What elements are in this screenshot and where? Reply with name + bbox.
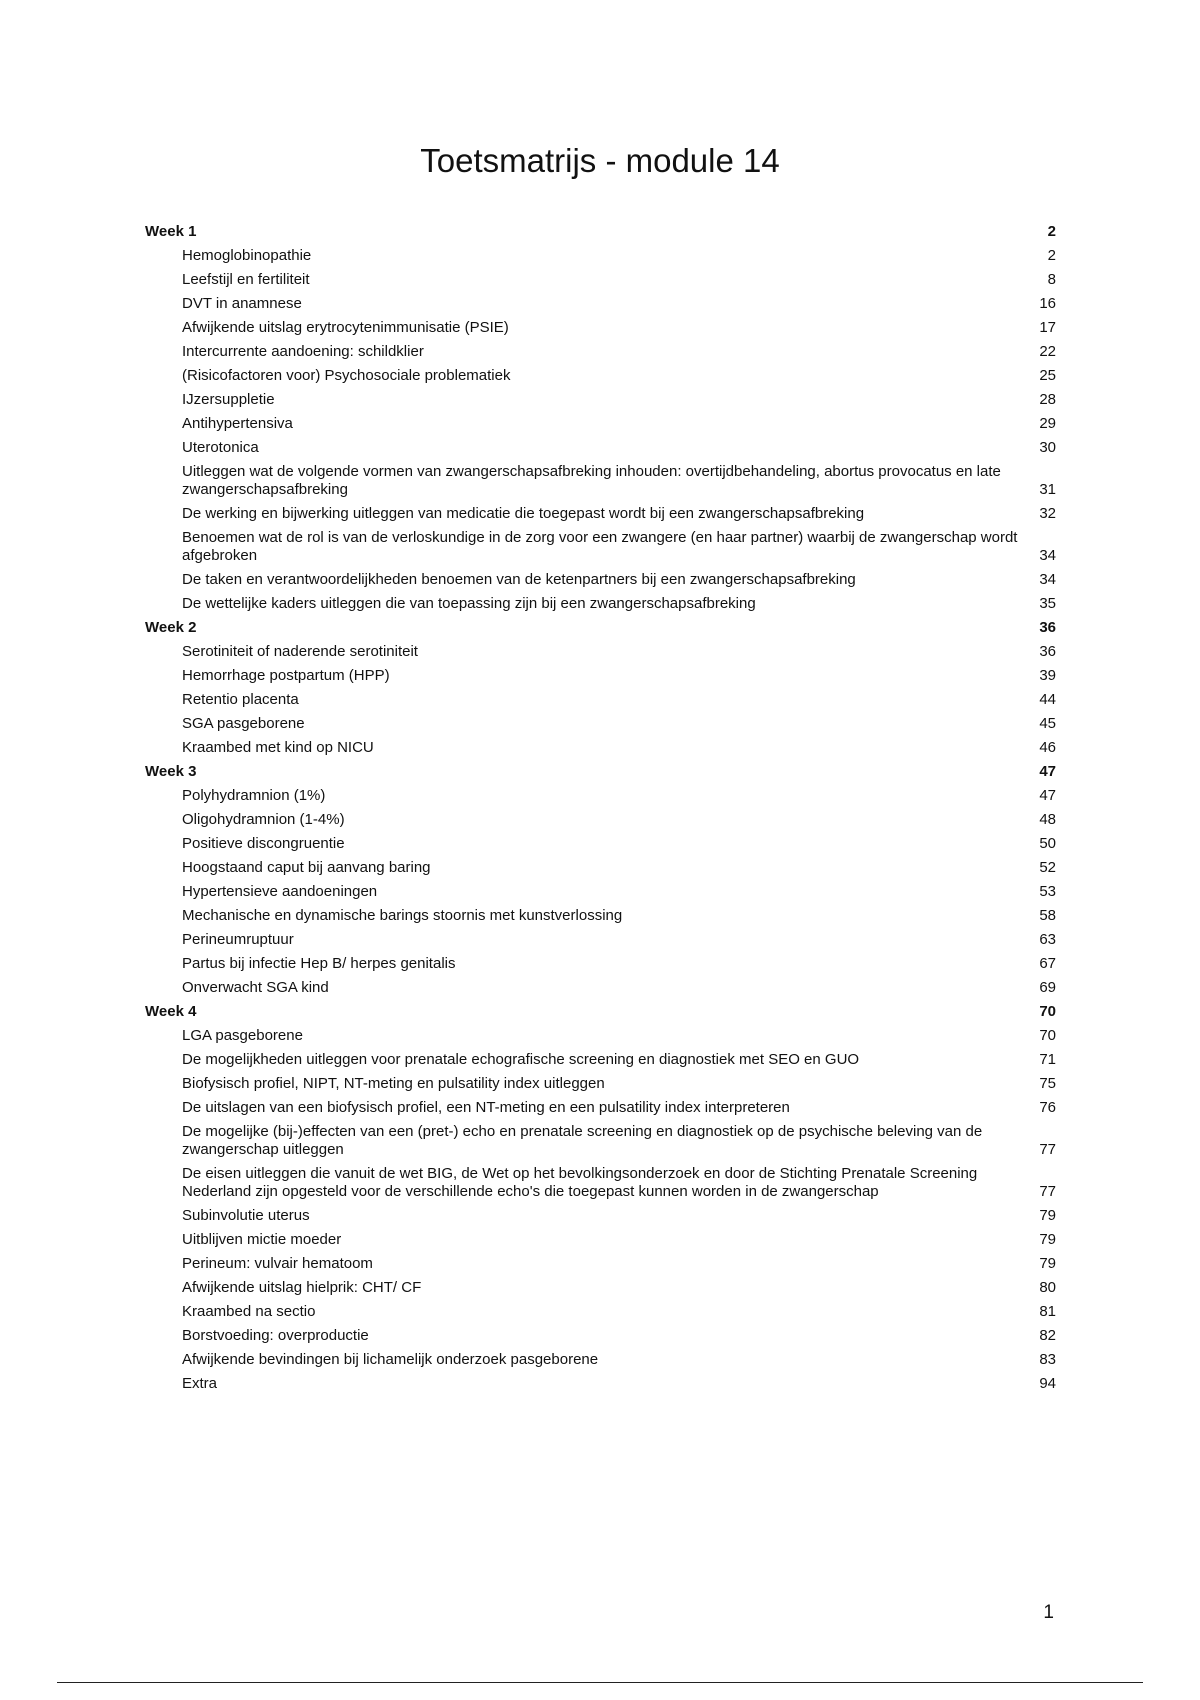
toc-entry-page: 36 — [1039, 643, 1056, 660]
toc-entry-label: DVT in anamnese — [182, 295, 302, 312]
toc-entry-page: 39 — [1039, 667, 1056, 684]
toc-entry-page: 79 — [1039, 1231, 1056, 1248]
toc-entry-label: De wettelijke kaders uitleggen die van toepassing zijn bij een zwangerschapsafbreking — [182, 595, 756, 612]
toc-entry-page: 34 — [1039, 571, 1056, 588]
toc-entry-page: 82 — [1039, 1327, 1056, 1344]
toc-entry-label: Uterotonica — [182, 439, 259, 456]
toc-section — [145, 760, 1056, 1000]
toc-entry-page: 30 — [1039, 439, 1056, 456]
toc-entry-page: 76 — [1039, 1099, 1056, 1116]
toc-week-heading[interactable] — [145, 220, 1056, 244]
toc-entry-page: 83 — [1039, 1351, 1056, 1368]
toc-entry[interactable] — [145, 1024, 1056, 1048]
toc-entry-page: 63 — [1039, 931, 1056, 948]
toc-week-heading[interactable] — [145, 1000, 1056, 1024]
toc-entry-page: 31 — [1039, 481, 1056, 498]
toc-entry-page: 58 — [1039, 907, 1056, 924]
toc-entry[interactable] — [145, 880, 1056, 904]
toc-entry-label: Hemoglobinopathie — [182, 247, 312, 264]
toc-entry[interactable] — [145, 1252, 1056, 1276]
toc-entry-label: Uitleggen wat de volgende vormen van zwangerschapsafbreking inhouden: overtijdbehandeling, abortus provocatus en late zwangerschapsafbreking — [182, 463, 1001, 498]
toc-entry[interactable] — [145, 364, 1056, 388]
toc-entry[interactable] — [145, 736, 1056, 760]
toc-entry[interactable] — [145, 388, 1056, 412]
toc-entry-label: Kraambed met kind op NICU — [182, 739, 374, 756]
toc-entry-label: Extra — [182, 1375, 218, 1392]
toc-entry[interactable] — [145, 856, 1056, 880]
toc-entry-page: 79 — [1039, 1255, 1056, 1272]
toc-entry-label: Serotiniteit of naderende serotiniteit — [182, 643, 418, 660]
toc-week-heading[interactable] — [145, 760, 1056, 784]
toc-entry-page: 94 — [1039, 1375, 1056, 1392]
toc-entry[interactable] — [145, 502, 1056, 526]
toc-entry-label: Subinvolutie uterus — [182, 1207, 310, 1224]
toc-entry-page: 25 — [1039, 367, 1056, 384]
toc-entry-label: De werking en bijwerking uitleggen van medicatie die toegepast wordt bij een zwangerschapsafbreking — [182, 505, 865, 522]
toc-entry-page: 28 — [1039, 391, 1056, 408]
toc-entry[interactable] — [145, 568, 1056, 592]
toc-entry-label: Onverwacht SGA kind — [182, 979, 329, 996]
toc-entry-label: Hypertensieve aandoeningen — [182, 883, 378, 900]
toc-entry-page: 52 — [1039, 859, 1056, 876]
toc-entry-label: Positieve discongruentie — [182, 835, 345, 852]
toc-week-page: 47 — [1039, 763, 1056, 780]
toc-entry[interactable] — [145, 340, 1056, 364]
toc-entry-label: Afwijkende uitslag erytrocytenimmunisatie (PSIE) — [182, 319, 509, 336]
toc-entry-page: 8 — [1047, 271, 1056, 288]
toc-entry-page: 50 — [1039, 835, 1056, 852]
toc-entry-page: 79 — [1039, 1207, 1056, 1224]
toc-entry[interactable] — [145, 292, 1056, 316]
toc-week-page: 36 — [1039, 619, 1056, 636]
toc-entry[interactable] — [145, 268, 1056, 292]
toc-entry-page: 47 — [1039, 787, 1056, 804]
toc-entry-page: 77 — [1039, 1183, 1056, 1200]
toc-entry-page: 46 — [1039, 739, 1056, 756]
table-of-contents — [145, 220, 1056, 1396]
toc-entry[interactable] — [145, 436, 1056, 460]
toc-entry[interactable] — [145, 1072, 1056, 1096]
toc-entry-label: Afwijkende bevindingen bij lichamelijk onderzoek pasgeborene — [182, 1351, 599, 1368]
toc-entry-page: 77 — [1039, 1141, 1056, 1158]
toc-entry[interactable] — [145, 1276, 1056, 1300]
toc-entry[interactable] — [145, 1300, 1056, 1324]
toc-week-label: Week 2 — [145, 619, 197, 636]
toc-entry-label: LGA pasgeborene — [182, 1027, 303, 1044]
toc-entry[interactable] — [145, 808, 1056, 832]
toc-section — [145, 1000, 1056, 1396]
toc-entry[interactable] — [145, 1348, 1056, 1372]
toc-week-label: Week 3 — [145, 763, 197, 780]
page-title: Toetsmatrijs - module 14 — [420, 142, 780, 179]
footer-divider — [57, 1682, 1143, 1683]
toc-entry-label: Afwijkende uitslag hielprik: CHT/ CF — [182, 1279, 422, 1296]
toc-entry-label: Hoogstaand caput bij aanvang baring — [182, 859, 431, 876]
toc-entry[interactable] — [145, 1204, 1056, 1228]
toc-entry[interactable] — [145, 1324, 1056, 1348]
toc-entry-page: 80 — [1039, 1279, 1056, 1296]
toc-entry[interactable] — [145, 526, 1056, 568]
toc-entry[interactable] — [145, 640, 1056, 664]
toc-entry[interactable] — [145, 244, 1056, 268]
toc-entry-label: Kraambed na sectio — [182, 1303, 316, 1320]
toc-entry-page: 2 — [1047, 247, 1056, 264]
toc-entry-page: 81 — [1039, 1303, 1056, 1320]
toc-entry-page: 70 — [1039, 1027, 1056, 1044]
toc-entry[interactable] — [145, 460, 1056, 502]
toc-entry-label: Biofysisch profiel, NIPT, NT-meting en pulsatility index uitleggen — [182, 1075, 605, 1092]
toc-entry-label: (Risicofactoren voor) Psychosociale problematiek — [182, 367, 511, 384]
toc-entry[interactable] — [145, 1162, 1056, 1204]
toc-entry[interactable] — [145, 664, 1056, 688]
toc-entry-label: Perineumruptuur — [182, 931, 294, 948]
toc-week-label: Week 4 — [145, 1003, 197, 1020]
toc-entry[interactable] — [145, 412, 1056, 436]
toc-entry[interactable] — [145, 832, 1056, 856]
toc-entry-page: 16 — [1039, 295, 1056, 312]
toc-entry-page: 48 — [1039, 811, 1056, 828]
toc-entry-page: 45 — [1039, 715, 1056, 732]
toc-entry-page: 17 — [1039, 319, 1056, 336]
toc-entry-page: 53 — [1039, 883, 1056, 900]
toc-entry[interactable] — [145, 688, 1056, 712]
toc-entry-label: Antihypertensiva — [182, 415, 293, 432]
toc-entry-label: Partus bij infectie Hep B/ herpes genitalis — [182, 955, 456, 972]
toc-entry-page: 22 — [1039, 343, 1056, 360]
toc-week-page: 2 — [1047, 223, 1056, 240]
toc-entry[interactable] — [145, 784, 1056, 808]
toc-entry-label: Retentio placenta — [182, 691, 299, 708]
toc-entry-label: Hemorrhage postpartum (HPP) — [182, 667, 390, 684]
toc-entry-label: De mogelijkheden uitleggen voor prenatale echografische screening en diagnostiek met SEO en GUO — [182, 1051, 860, 1068]
toc-entry-label: Polyhydramnion (1%) — [182, 787, 326, 804]
toc-entry-page: 71 — [1039, 1051, 1056, 1068]
toc-entry-page: 35 — [1039, 595, 1056, 612]
toc-entry-page: 75 — [1039, 1075, 1056, 1092]
toc-entry-label: Borstvoeding: overproductie — [182, 1327, 369, 1344]
toc-entry-label: De eisen uitleggen die vanuit de wet BIG, de Wet op het bevolkingsonderzoek en door de Stichting Prenatale Screening Nederland zijn opgesteld voor de verschillende echo's die toegepast kunnen worden in de zwangerschap — [182, 1165, 978, 1200]
page-number: 1 — [1043, 1602, 1054, 1623]
toc-entry-label: De uitslagen van een biofysisch profiel, een NT-meting en een pulsatility index interpreteren — [182, 1099, 790, 1116]
toc-week-page: 70 — [1039, 1003, 1056, 1020]
toc-entry[interactable] — [145, 712, 1056, 736]
toc-entry[interactable] — [145, 976, 1056, 1000]
toc-entry-label: Leefstijl en fertiliteit — [182, 271, 310, 288]
toc-entry[interactable] — [145, 904, 1056, 928]
toc-entry-label: Perineum: vulvair hematoom — [182, 1255, 373, 1272]
toc-week-heading[interactable] — [145, 616, 1056, 640]
toc-entry-label: IJzersuppletie — [182, 391, 275, 408]
toc-entry[interactable] — [145, 928, 1056, 952]
toc-entry-label: SGA pasgeborene — [182, 715, 305, 732]
toc-entry[interactable] — [145, 952, 1056, 976]
toc-section — [145, 220, 1056, 616]
toc-entry[interactable] — [145, 1228, 1056, 1252]
toc-entry-page: 69 — [1039, 979, 1056, 996]
toc-entry-page: 34 — [1039, 547, 1056, 564]
toc-entry-page: 32 — [1039, 505, 1056, 522]
toc-entry[interactable] — [145, 1048, 1056, 1072]
toc-section — [145, 616, 1056, 760]
toc-entry-label: Uitblijven mictie moeder — [182, 1231, 342, 1248]
toc-entry-label: De taken en verantwoordelijkheden benoemen van de ketenpartners bij een zwangerschapsafbreking — [182, 571, 856, 588]
toc-entry[interactable] — [145, 1372, 1056, 1396]
toc-entry[interactable] — [145, 316, 1056, 340]
toc-entry-page: 44 — [1039, 691, 1056, 708]
toc-entry[interactable] — [145, 1096, 1056, 1120]
toc-entry-page: 29 — [1039, 415, 1056, 432]
toc-entry-label: Benoemen wat de rol is van de verloskundige in de zorg voor een zwangere (en haar partner) waarbij de zwangerschap wordt afgebroken — [182, 529, 1018, 564]
toc-entry-label: Mechanische en dynamische barings stoornis met kunstverlossing — [182, 907, 623, 924]
toc-entry-page: 67 — [1039, 955, 1056, 972]
toc-week-label: Week 1 — [145, 223, 197, 240]
toc-entry[interactable] — [145, 592, 1056, 616]
toc-entry-label: Oligohydramnion (1-4%) — [182, 811, 345, 828]
toc-entry[interactable] — [145, 1120, 1056, 1162]
toc-entry-label: De mogelijke (bij-)effecten van een (pret-) echo en prenatale screening en diagnostiek op de psychische beleving van de zwangerschap uitleggen — [182, 1123, 983, 1158]
toc-entry-label: Intercurrente aandoening: schildklier — [182, 343, 424, 360]
